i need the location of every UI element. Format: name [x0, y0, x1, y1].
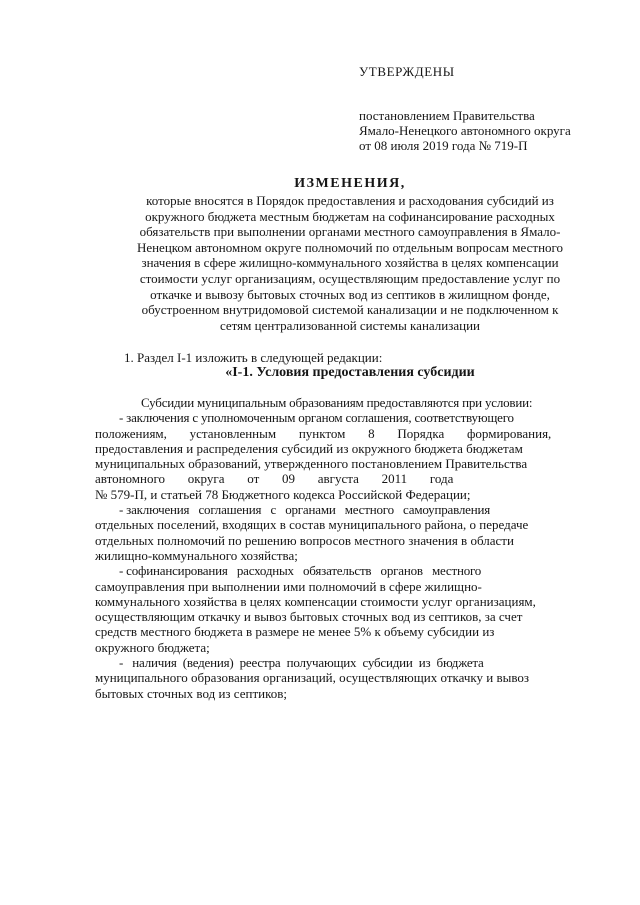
subtitle-line: стоимости услуг организациям, осуществляющим предоставление услуг по — [139, 270, 561, 286]
amendment-item-1: 1. Раздел I-1 изложить в следующей редакции: — [124, 350, 383, 365]
document-subtitle — [100, 193, 600, 333]
condition-line: бытовых сточных вод из септиков; — [95, 685, 287, 701]
condition-line: - заключения с уполномоченным органом соглашения, соответствующего — [119, 410, 514, 426]
subtitle-line: Ненецком автономном округе полномочий по отдельным вопросам местного — [136, 239, 564, 255]
condition-line: осуществляющим откачку и вывоз бытовых сточных вод из септиков, за счет — [95, 609, 523, 625]
decree-line: от 08 июля 2019 года № 719-П — [359, 138, 528, 153]
condition-line: окружного бюджета; — [95, 639, 210, 655]
condition-line: - софинансирования расходных обязательств органов местного — [119, 563, 482, 579]
section-body — [95, 395, 603, 701]
decree-line: Ямало-Ненецкого автономного округа — [359, 123, 571, 138]
condition-line: автономного округа от 09 августа 2011 года — [95, 471, 454, 487]
approval-block — [359, 64, 619, 153]
condition-line: жилищно-коммунального хозяйства; — [95, 547, 298, 563]
subtitle-line: значения в сфере жилищно-коммунального хозяйства в целях компенсации — [141, 255, 559, 271]
subtitle-line: обязательств при выполнении органами местного самоуправления в Ямало- — [139, 224, 561, 240]
condition-line: коммунального хозяйства в целях компенсации стоимости услуг организациям, — [95, 593, 536, 609]
condition-line: отдельных полномочий по решению вопросов местного значения в области — [95, 532, 514, 548]
subtitle-line: сетям централизованной системы канализации — [219, 317, 481, 333]
condition-line: средств местного бюджета в размере не менее 5% к объему субсидии из — [95, 624, 495, 640]
subtitle-line: откачке и вывозу бытовых сточных вод из септиков в жилищном фонде, — [150, 286, 550, 302]
document-heading: ИЗМЕНЕНИЯ, — [294, 176, 406, 191]
condition-line: муниципального образования организаций, осуществляющих откачку и вывоз — [95, 670, 530, 686]
decree-reference — [359, 108, 619, 153]
condition-line: - заключения соглашения с органами местного самоуправления — [119, 502, 491, 518]
condition-line: предоставления и распределения субсидий из окружного бюджета бюджетам — [95, 440, 523, 456]
subtitle-line: окружного бюджета местным бюджетам на софинансирование расходных — [145, 208, 555, 224]
section-heading: «I-1. Условия предоставления субсидии — [225, 365, 475, 380]
condition-line: муниципальных образований, утвержденного постановлением Правительства — [95, 456, 528, 472]
condition-line: положениям, установленным пунктом 8 Порядка формирования, — [95, 425, 552, 441]
document-title-block — [100, 176, 600, 333]
condition-4 — [95, 655, 603, 701]
decree-line: постановлением Правительства — [359, 108, 535, 123]
condition-2 — [95, 502, 603, 563]
condition-line: отдельных поселений, входящих в состав муниципального района, о передаче — [95, 517, 529, 533]
condition-line: № 579-П, и статьей 78 Бюджетного кодекса Российской Федерации; — [95, 486, 471, 502]
approved-label: УТВЕРЖДЕНЫ — [359, 64, 455, 79]
subtitle-line: обустроенном внутридомовой системой канализации и не подключенном к — [141, 302, 559, 318]
condition-1 — [95, 410, 603, 502]
intro-paragraph: Субсидии муниципальным образованиям предоставляются при условии: — [141, 395, 533, 410]
condition-line: - наличия (ведения) реестра получающих субсидии из бюджета — [119, 655, 484, 671]
condition-3 — [95, 563, 603, 655]
subtitle-line: которые вносятся в Порядок предоставления и расходования субсидий из — [146, 193, 554, 208]
condition-line: самоуправления при выполнении ими полномочий в сфере жилищно- — [95, 578, 482, 594]
